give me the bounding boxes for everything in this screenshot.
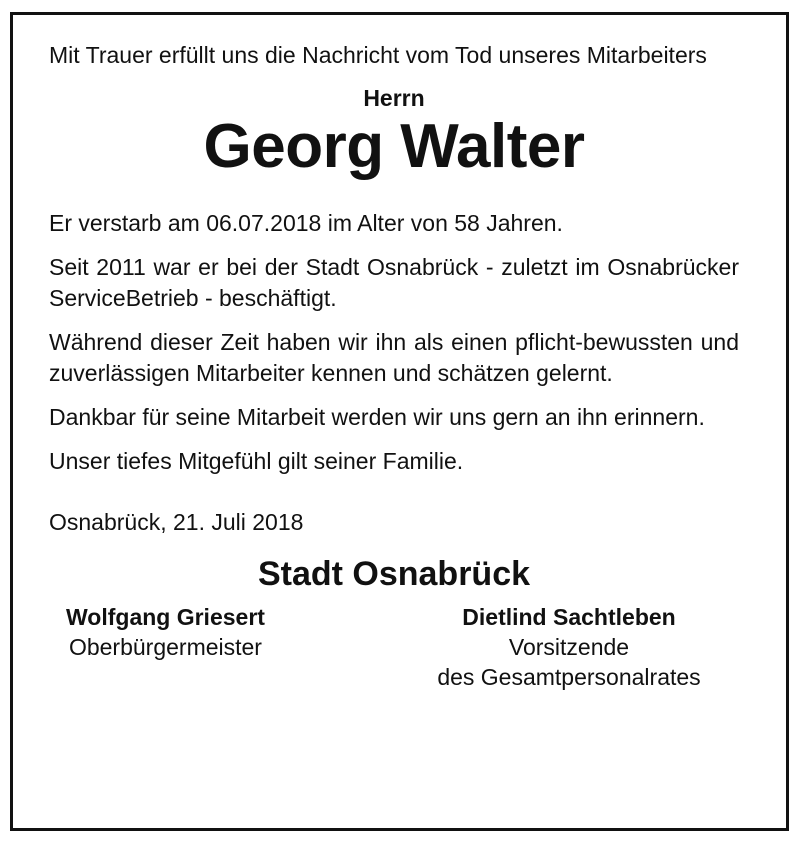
intro-text: Mit Trauer erfüllt uns die Nachricht vom Tod unseres Mitarbeiters <box>49 42 707 68</box>
signer-name: Dietlind Sachtleben <box>462 604 676 630</box>
place-date: Osnabrück, 21. Juli 2018 <box>49 509 304 535</box>
obituary-notice <box>49 40 739 692</box>
signer-mayor <box>66 602 265 692</box>
paragraph-gratitude: Dankbar für seine Mitarbeit werden wir uns gern an ihn erinnern. <box>49 404 705 430</box>
paragraph-death-date: Er verstarb am 06.07.2018 im Alter von 58 Jahren. <box>49 210 563 236</box>
paragraph-condolence: Unser tiefes Mitgefühl gilt seiner Familie. <box>49 448 464 474</box>
signer-role: Oberbürgermeister <box>68 634 262 660</box>
signer-role-line2: des Gesamtpersonalrates <box>437 664 701 690</box>
appreciation-text: Während dieser Zeit haben wir ihn als einen pflicht-bewussten und zuverlässigen Mitarbeiter kennen und schätzen gelernt. <box>49 329 739 386</box>
paragraph-employment: Seit 2011 war er bei der Stadt Osnabrück - zuletzt im Osnabrücker ServiceBetrieb - beschäftigt. <box>49 254 739 311</box>
signer-role: Vorsitzende <box>508 634 630 660</box>
deceased-name: Georg Walter <box>203 112 585 181</box>
organization-name: Stadt Osnabrück <box>257 555 531 593</box>
signers <box>49 602 739 692</box>
paragraph-appreciation <box>49 327 739 389</box>
salutation: Herrn <box>363 85 425 111</box>
signer-council-chair <box>409 602 729 692</box>
signer-name: Wolfgang Griesert <box>66 604 265 630</box>
